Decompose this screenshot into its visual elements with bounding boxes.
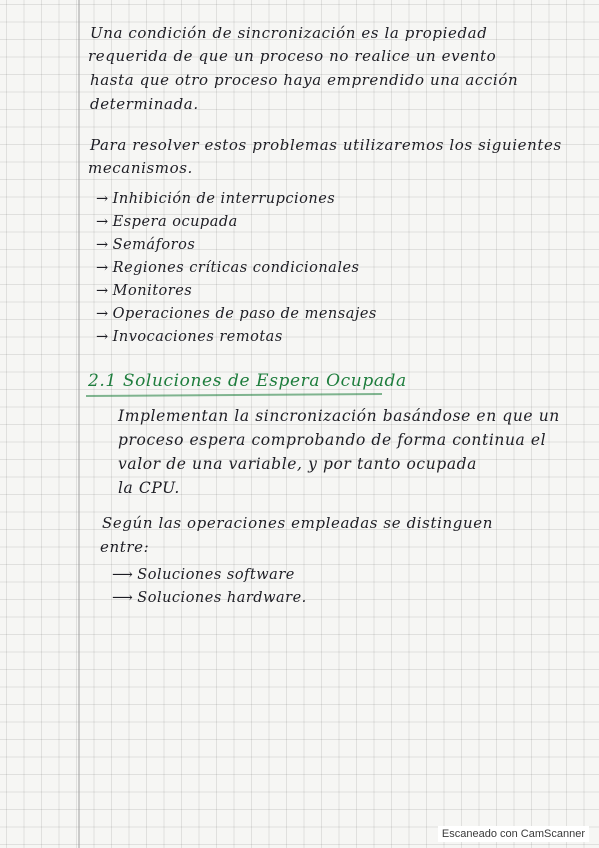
list-item: → Operaciones de paso de mensajes (96, 306, 377, 322)
paragraph2-line2: mecanismos. (88, 159, 193, 177)
arrow-right-icon: → (96, 329, 109, 345)
paragraph1-line4: determinada. (90, 95, 199, 113)
paragraph1-line3: hasta que otro proceso haya emprendido una acción (90, 71, 519, 89)
paragraph1-line2: requerida de que un proceso no realice un evento (88, 47, 497, 65)
arrow-right-icon: → (96, 283, 109, 299)
arrow-right-icon: ⟶ (112, 590, 134, 606)
paragraph4-line1: Según las operaciones empleadas se distinguen (102, 514, 493, 532)
paragraph3-line4: la CPU. (118, 479, 180, 497)
margin-line (78, 0, 80, 848)
list-item: → Invocaciones remotas (96, 329, 283, 345)
list-item: → Monitores (96, 283, 193, 299)
paragraph3-line3: valor de una variable, y por tanto ocupada (118, 455, 478, 473)
arrow-right-icon: → (96, 214, 109, 230)
section-title: 2.1 Soluciones de Espera Ocupada (88, 371, 407, 391)
arrow-right-icon: ⟶ (112, 567, 134, 583)
arrow-right-icon: → (96, 191, 109, 207)
list-item: → Semáforos (96, 237, 196, 253)
arrow-right-icon: → (96, 237, 109, 253)
scanner-watermark: Escaneado con CamScanner (438, 826, 589, 842)
paragraph1-line1: Una condición de sincronización es la propiedad (90, 24, 488, 42)
list-item: ⟶ Soluciones hardware. (112, 590, 307, 606)
paragraph2-line1: Para resolver estos problemas utilizaremos los siguientes (90, 136, 562, 154)
arrow-right-icon: → (96, 260, 109, 276)
paragraph3-line1: Implementan la sincronización basándose en que un (118, 407, 560, 425)
list-item: ⟶ Soluciones software (112, 567, 295, 583)
list-item: → Regiones críticas condicionales (96, 260, 360, 276)
paragraph3-line2: proceso espera comprobando de forma continua el (118, 431, 547, 449)
list-item: → Inhibición de interrupciones (96, 191, 336, 207)
arrow-right-icon: → (96, 306, 109, 322)
list-item: → Espera ocupada (96, 214, 238, 230)
section-title-underline (86, 393, 382, 397)
paragraph4-line2: entre: (100, 538, 150, 556)
